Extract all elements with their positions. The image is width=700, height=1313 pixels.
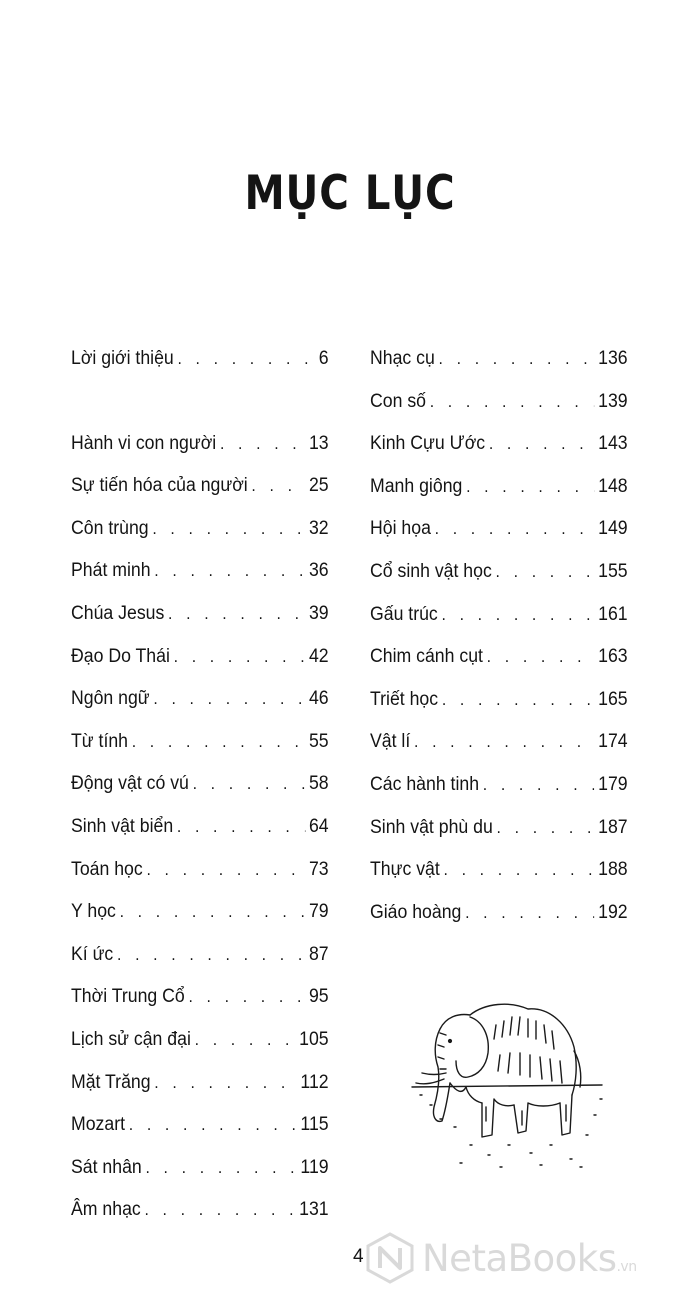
toc-entry-label: Lời giới thiệu: [71, 348, 174, 369]
toc-entry-page: 64: [308, 815, 329, 837]
toc-entry-label: Cổ sinh vật học: [370, 560, 492, 582]
toc-entry-page: 192: [598, 901, 628, 923]
toc-entry-page: 105: [299, 1028, 329, 1050]
toc-dot-leader: [188, 976, 305, 1019]
toc-entry: [71, 550, 329, 593]
toc-entry: [370, 764, 628, 807]
toc-entry: [71, 891, 329, 934]
toc-entry: [71, 806, 329, 849]
toc-dot-leader: [146, 849, 305, 892]
toc-entry-page: 13: [308, 432, 329, 454]
toc-dot-leader: [145, 1147, 296, 1190]
toc-entry-page: 73: [308, 858, 329, 880]
toc-entry-page: 42: [308, 645, 329, 667]
elephant-icon: [410, 995, 615, 1175]
toc-dot-leader: [174, 636, 306, 679]
toc-entry: [71, 1019, 329, 1062]
toc-entry-label: Chúa Jesus: [71, 602, 165, 624]
toc-entry-page: 174: [598, 731, 628, 753]
toc-dot-leader: [496, 551, 595, 594]
toc-entry-label: Lịch sử cận đại: [71, 1028, 191, 1050]
toc-entry-page: 161: [598, 603, 628, 625]
toc-dot-leader: [129, 1104, 297, 1147]
toc-entry-label: Vật lí: [370, 731, 411, 753]
toc-entry-label: Sinh vật phù du: [370, 816, 493, 838]
toc-dot-leader: [132, 721, 306, 764]
toc-entry-label: Mặt Trăng: [71, 1071, 151, 1093]
toc-entry: [71, 465, 329, 508]
toc-entry-label: Thời Trung Cổ: [71, 986, 185, 1008]
toc-entry: [71, 1062, 329, 1105]
toc-entry-page: 136: [598, 348, 628, 369]
toc-entry-page: 188: [598, 859, 628, 881]
toc-entry-page: 165: [598, 688, 628, 710]
toc-entry-page: 149: [598, 518, 628, 540]
toc-dot-leader: [177, 806, 305, 849]
toc-entry-page: 25: [308, 475, 329, 497]
toc-entry-label: Côn trùng: [71, 517, 149, 539]
toc-dot-leader: [177, 338, 315, 381]
toc-column-left: [71, 338, 329, 1232]
toc-entry: [71, 636, 329, 679]
toc-entry-label: Nhạc cụ: [370, 348, 435, 369]
toc-entry-label: Kinh Cựu Ước: [370, 433, 486, 455]
toc-entry-label: Sự tiến hóa của người: [71, 475, 248, 497]
toc-entry: [71, 338, 329, 381]
toc-dot-leader: [414, 721, 594, 764]
toc-entry: [370, 423, 628, 466]
toc-dot-leader: [153, 678, 305, 721]
toc-dot-leader: [144, 1189, 295, 1232]
toc-entry: [370, 381, 628, 424]
toc-entry-label: Con số: [370, 390, 426, 412]
toc-entry-label: Giáo hoàng: [370, 901, 462, 923]
toc-dot-leader: [195, 1019, 296, 1062]
netabooks-logo-icon: [364, 1232, 416, 1284]
toc-entry-label: Âm nhạc: [71, 1199, 141, 1221]
toc-entry: [370, 807, 628, 850]
toc-dot-leader: [442, 679, 595, 722]
toc-entry-page: 58: [308, 773, 329, 795]
toc-dot-leader: [439, 338, 595, 381]
toc-column-right: [370, 338, 628, 934]
toc-entry-page: 155: [598, 560, 628, 582]
toc-entry-page: 131: [299, 1199, 329, 1221]
toc-entry: [71, 934, 329, 977]
toc-entry: [71, 593, 329, 636]
toc-entry-page: 79: [308, 901, 329, 923]
toc-entry: [71, 1147, 329, 1190]
toc-dot-leader: [152, 508, 305, 551]
watermark-brand: NetaBooks.vn: [422, 1236, 637, 1280]
toc-entry: [370, 892, 628, 935]
toc-entry-page: 115: [300, 1114, 329, 1136]
toc-entry-page: 139: [598, 390, 628, 412]
toc-entry-label: Sát nhân: [71, 1156, 142, 1178]
toc-entry-label: Hành vi con người: [71, 432, 217, 454]
toc-entry-page: 39: [308, 602, 329, 624]
toc-entry: [370, 721, 628, 764]
toc-entry: [71, 508, 329, 551]
toc-entry-page: 95: [308, 986, 329, 1008]
toc-entry-page: 36: [308, 560, 329, 582]
toc-entry-label: Ngôn ngữ: [71, 688, 150, 710]
toc-entry: [71, 1189, 329, 1232]
toc-dot-leader: [497, 807, 595, 850]
toc-entry: [71, 849, 329, 892]
toc-dot-leader: [441, 594, 594, 637]
toc-entry: [370, 338, 628, 381]
toc-dot-leader: [154, 550, 305, 593]
toc-entry-page: 32: [308, 517, 329, 539]
toc-dot-leader: [487, 636, 595, 679]
toc-entry-page: 6: [318, 348, 329, 369]
toc-entry: [370, 551, 628, 594]
toc-entry-label: Triết học: [370, 688, 439, 710]
toc-entry-label: Đạo Do Thái: [71, 645, 170, 667]
toc-entry-label: Y học: [71, 901, 116, 923]
toc-dot-leader: [466, 466, 594, 509]
toc-entry-label: Toán học: [71, 858, 143, 880]
toc-entry-label: Gấu trúc: [370, 603, 438, 625]
toc-entry: [370, 508, 628, 551]
toc-dot-leader: [489, 423, 595, 466]
toc-entry-page: 143: [598, 433, 628, 455]
toc-entry-label: Từ tính: [71, 730, 129, 752]
toc-entry-page: 46: [308, 688, 329, 710]
toc-entry: [370, 849, 628, 892]
toc-dot-leader: [251, 465, 305, 508]
toc-entry-label: Kí ức: [71, 943, 114, 965]
toc-dot-leader: [168, 593, 305, 636]
toc-entry-page: 55: [308, 730, 329, 752]
toc-entry-label: Manh giông: [370, 475, 463, 497]
watermark: [364, 1230, 637, 1286]
toc-entry: [370, 679, 628, 722]
toc-dot-leader: [220, 423, 305, 466]
page-title: MỤC LỤC: [244, 166, 456, 221]
toc-entry-label: Các hành tinh: [370, 773, 480, 795]
toc-entry-page: 179: [598, 773, 628, 795]
toc-entry: [370, 466, 628, 509]
toc-entry-label: Chim cánh cụt: [370, 646, 483, 668]
toc-dot-leader: [193, 763, 306, 806]
toc-entry: [71, 678, 329, 721]
toc-dot-leader: [154, 1062, 296, 1105]
toc-entry-label: Động vật có vú: [71, 773, 189, 795]
toc-dot-leader: [120, 891, 306, 934]
toc-dot-leader: [443, 849, 594, 892]
toc-entry: [370, 594, 628, 637]
toc-entry: [71, 423, 329, 466]
toc-entry: [71, 763, 329, 806]
toc-dot-leader: [117, 934, 305, 977]
toc-entry-page: 112: [300, 1071, 329, 1093]
toc-entry: [71, 1104, 329, 1147]
toc-entry-page: 148: [598, 475, 628, 497]
toc-dot-leader: [465, 892, 594, 935]
toc-entry-page: 163: [598, 646, 628, 668]
toc-entry-label: Mozart: [71, 1114, 126, 1136]
toc-entry-label: Thực vật: [370, 859, 440, 881]
toc-entry: [71, 976, 329, 1019]
toc-entry: [71, 721, 329, 764]
toc-dot-leader: [430, 381, 595, 424]
toc-entry-label: Hội họa: [370, 518, 431, 540]
toc-entry-page: 87: [308, 943, 329, 965]
toc-entry-label: Sinh vật biển: [71, 815, 174, 837]
page-number: 4: [353, 1246, 364, 1267]
toc-entry: [370, 636, 628, 679]
toc-entry-page: 187: [598, 816, 628, 838]
toc-dot-leader: [435, 508, 595, 551]
toc-dot-leader: [483, 764, 595, 807]
toc-entry-page: 119: [300, 1156, 329, 1178]
toc-entry-label: Phát minh: [71, 560, 151, 582]
